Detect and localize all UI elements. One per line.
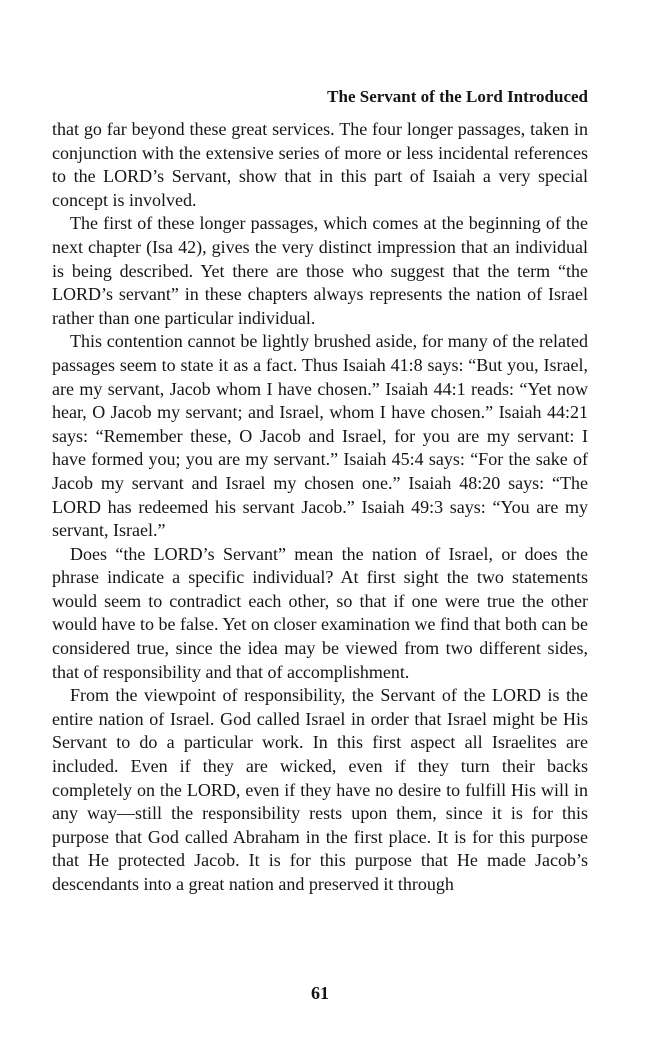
- book-page: [52, 0, 588, 1050]
- paragraph: The first of these longer passages, which comes at the beginning of the next chapter (Isa 42), gives the very distinct impression that an individual is being described. Yet there are those who suggest that the term “the LORD’s servant” in these chapters always represents the nation of Israel rather than one particular individual.: [52, 213, 588, 328]
- page-number: 61: [311, 983, 329, 1003]
- running-head: The Servant of the Lord Introduced: [327, 87, 588, 106]
- paragraph: This contention cannot be lightly brushed aside, for many of the related passages seem to state it as a fact. Thus Isaiah 41:8 says: “But you, Israel, are my servant, Jacob whom I have chosen.” Isaiah 44:1 reads: “Yet now hear, O Jacob my servant; and Israel, whom I have chosen.” Isaiah 44:21 says: “Remember these, O Jacob and Israel, for you are my servant: I have formed you; you are my servant.” Isaiah 45:4 says: “For the sake of Jacob my servant and Israel my chosen one.” Isaiah 48:20 says: “The LORD has redeemed his servant Jacob.” Isaiah 49:3 says: “You are my servant, Israel.”: [52, 331, 588, 541]
- paragraph: Does “the LORD’s Servant” mean the nation of Israel, or does the phrase indicate a specific individual? At first sight the two statements would seem to contradict each other, so that if one were true the other would have to be false. Yet on closer examination we find that both can be considered true, since the idea may be viewed from two different sides, that of responsibility and that of accomplishment.: [52, 543, 588, 682]
- paragraph-continuation: that go far beyond these great services. The four longer passages, taken in conjunction with the extensive series of more or less incidental references to the LORD’s Servant, show that in this part of Isaiah a very special concept is involved.: [52, 119, 588, 210]
- body-text: [52, 118, 588, 897]
- paragraph: From the viewpoint of responsibility, the Servant of the LORD is the entire nation of Israel. God called Israel in order that Israel might be His Servant to do a particular work. In this first aspect all Israelites are included. Even if they are wicked, even if they turn their backs completely on the LORD, even if they have no desire to fulfill His will in any way—still the responsibility rests upon them, since it is for this purpose that God called Abraham in the first place. It is for this purpose that He protected Jacob. It is for this purpose that He made Jacob’s descendants into a great nation and preserved it through: [52, 685, 588, 894]
